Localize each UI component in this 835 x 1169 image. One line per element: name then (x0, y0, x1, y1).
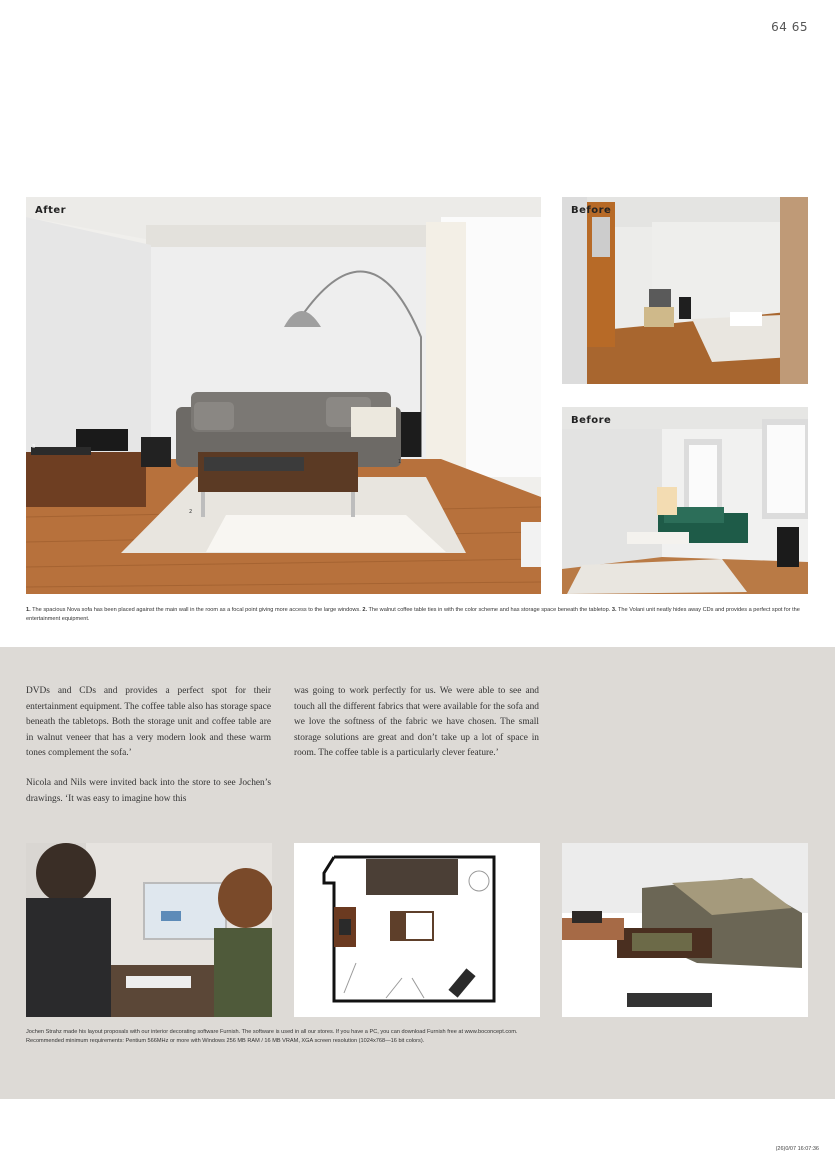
before-photo-2 (562, 407, 808, 594)
caption-number-3: 3. (611, 607, 617, 613)
floor-plan (294, 843, 540, 1017)
store-photo (26, 843, 272, 1017)
article-paragraph: DVDs and CDs and provides a perfect spot for their entertainment equipment. The coffee table also has storage space beneath the tabletops. Both the storage unit and coffee table are in walnut veneer that has a very modern look and these warm tones complement the sofa.’ (26, 686, 271, 759)
render-photo (562, 843, 808, 1017)
bottom-caption (26, 1028, 808, 1046)
page-number: 64 65 (771, 20, 808, 34)
article-column-2 (294, 684, 539, 776)
bottom-caption-line-1: Jochen Strahz made his layout proposals with our interior decorating software Furnish. The software is used in all our stores. If you have a PC, you can download Furnish free at www.boconcept.com. (26, 1029, 518, 1035)
before-label-2: Before (571, 415, 612, 426)
photo-marker-1: 1 (398, 459, 402, 465)
after-label: After (35, 205, 67, 216)
before-label-1: Before (571, 205, 612, 216)
after-photo (26, 197, 541, 594)
print-stamp: (26)0/07 16:07:36 (775, 1146, 819, 1152)
photo-marker-2: 2 (189, 509, 193, 515)
article-paragraph: Nicola and Nils were invited back into the store to see Jochen’s drawings. ‘It was easy to imagine how this (26, 777, 271, 804)
caption-text-3: The Volani unit neatly hides away CDs and provides a perfect spot for the entertainment equipment. (26, 607, 800, 622)
before-photo-1 (562, 197, 808, 384)
article-paragraph: was going to work perfectly for us. We were able to see and touch all the different fabrics that were available for the sofa and we love the softness of the fabric we have chosen. The small storage solutions are great and don’t take up a lot of space in room. The coffee table is a particularly clever feature.’ (294, 686, 539, 759)
article-column-1 (26, 684, 271, 821)
caption-number-2: 2. (362, 607, 368, 613)
photo-caption (26, 606, 808, 624)
caption-text-2: The walnut coffee table ties in with the color scheme and has storage space beneath the tabletop. (368, 607, 611, 613)
caption-text-1: The spacious Nova sofa has been placed against the main wall in the room as a focal point giving more access to the large windows. (32, 607, 361, 613)
caption-number-1: 1. (26, 607, 31, 613)
bottom-caption-line-2: Recommended minimum requirements: Pentium 566MHz or more with Windows 256 MB RAM / 16 MB VRAM, XGA screen resolution (1024x768—16 bit colors). (26, 1038, 425, 1044)
photo-marker-3: 3 (32, 444, 36, 450)
